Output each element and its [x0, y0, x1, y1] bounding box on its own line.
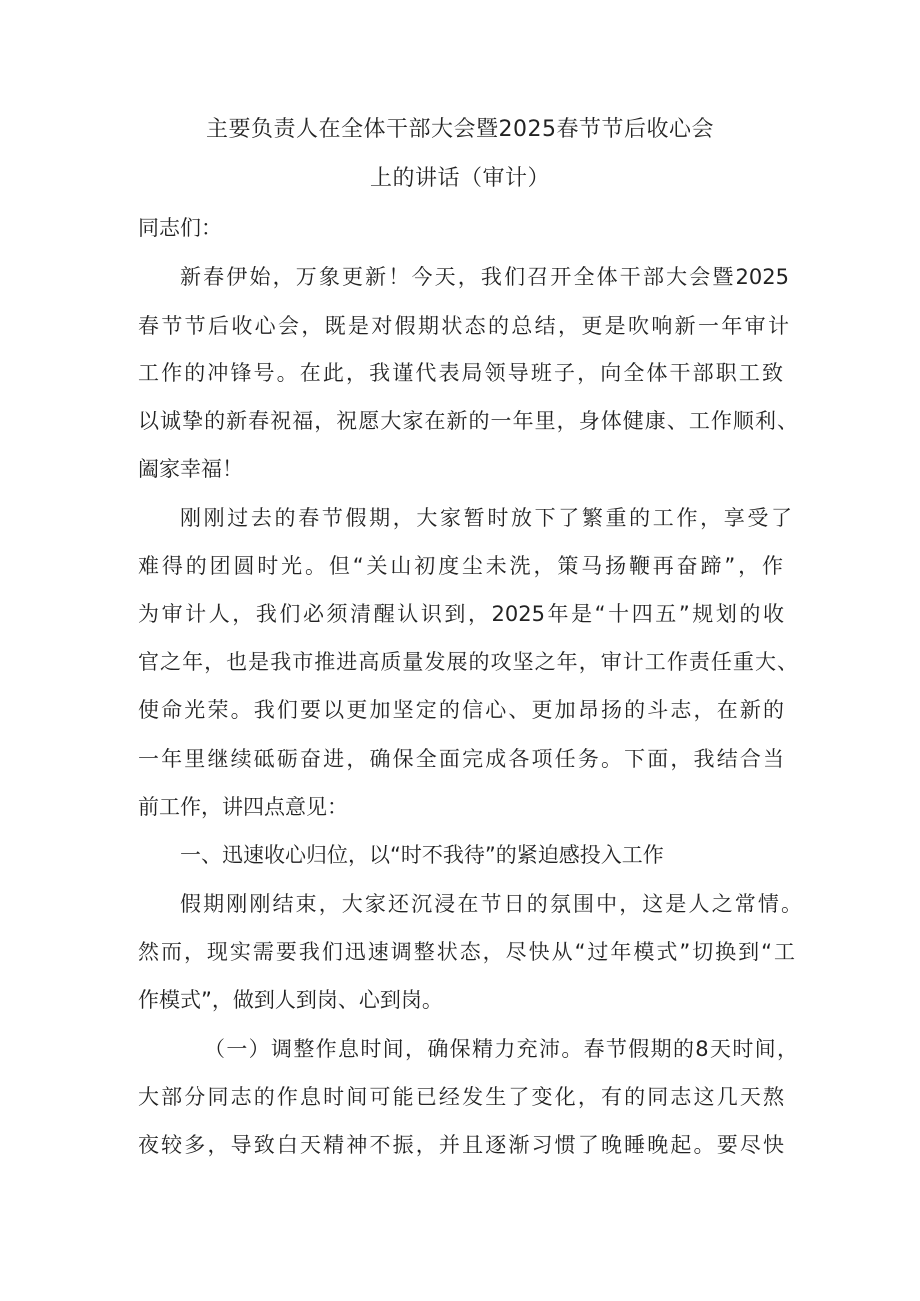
para1-line-5: 阖家幸福！ [138, 457, 243, 481]
para3-line-3: 作模式”，做到人到岗、心到岗。 [138, 988, 443, 1012]
para1-line-1: 新春伊始，万象更新！今天，我们召开全体干部大会暨2025 [180, 265, 789, 289]
para4-line-1: （一）调整作息时间，确保精力充沛。春节假期的8天时间， [204, 1037, 798, 1061]
para2-line-7: 前工作，讲四点意见： [138, 795, 348, 819]
section-heading-1: 一、迅速收心归位，以“时不我待”的紧迫感投入工作 [180, 843, 664, 867]
para2-line-1: 刚刚过去的春节假期，大家暂时放下了繁重的工作，享受了 [180, 506, 792, 530]
para2-line-4: 官之年，也是我市推进高质量发展的攻坚之年，审计工作责任重大、 [138, 650, 798, 674]
para1-line-2: 春节节后收心会，既是对假期状态的总结，更是吹响新一年审计 [138, 314, 789, 338]
para3-line-2: 然而，现实需要我们迅速调整状态，尽快从“过年模式”切换到“工 [138, 940, 795, 964]
para4-line-2: 大部分同志的作息时间可能已经发生了变化，有的同志这几天熬 [138, 1085, 784, 1109]
para2-line-2: 难得的团圆时光。但“关山初度尘未洗，策马扬鞭再奋蹄”，作 [138, 554, 783, 578]
document-title-line-1: 主要负责人在全体干部大会暨2025春节节后收心会 [206, 117, 714, 142]
document-title-line-2: 上的讲话（审计） [369, 166, 550, 191]
para1-line-4: 以诚挚的新春祝福，祝愿大家在新的一年里，身体健康、工作顺利、 [138, 409, 798, 433]
para2-line-6: 一年里继续砥砺奋进，确保全面完成各项任务。下面，我结合当 [138, 747, 784, 771]
para1-line-3: 工作的冲锋号。在此，我谨代表局领导班子，向全体干部职工致 [138, 361, 783, 385]
para2-line-5: 使命光荣。我们要以更加坚定的信心、更加昂扬的斗志，在新的 [138, 698, 784, 722]
para3-line-1: 假期刚刚结束，大家还沉浸在节日的氛围中，这是人之常情。 [180, 892, 802, 916]
para2-line-3: 为审计人，我们必须清醒认识到，2025年是“十四五”规划的收 [138, 602, 784, 626]
salutation: 同志们： [138, 216, 222, 240]
para4-line-3: 夜较多，导致白天精神不振，并且逐渐习惯了晚睡晚起。要尽快 [138, 1133, 784, 1157]
